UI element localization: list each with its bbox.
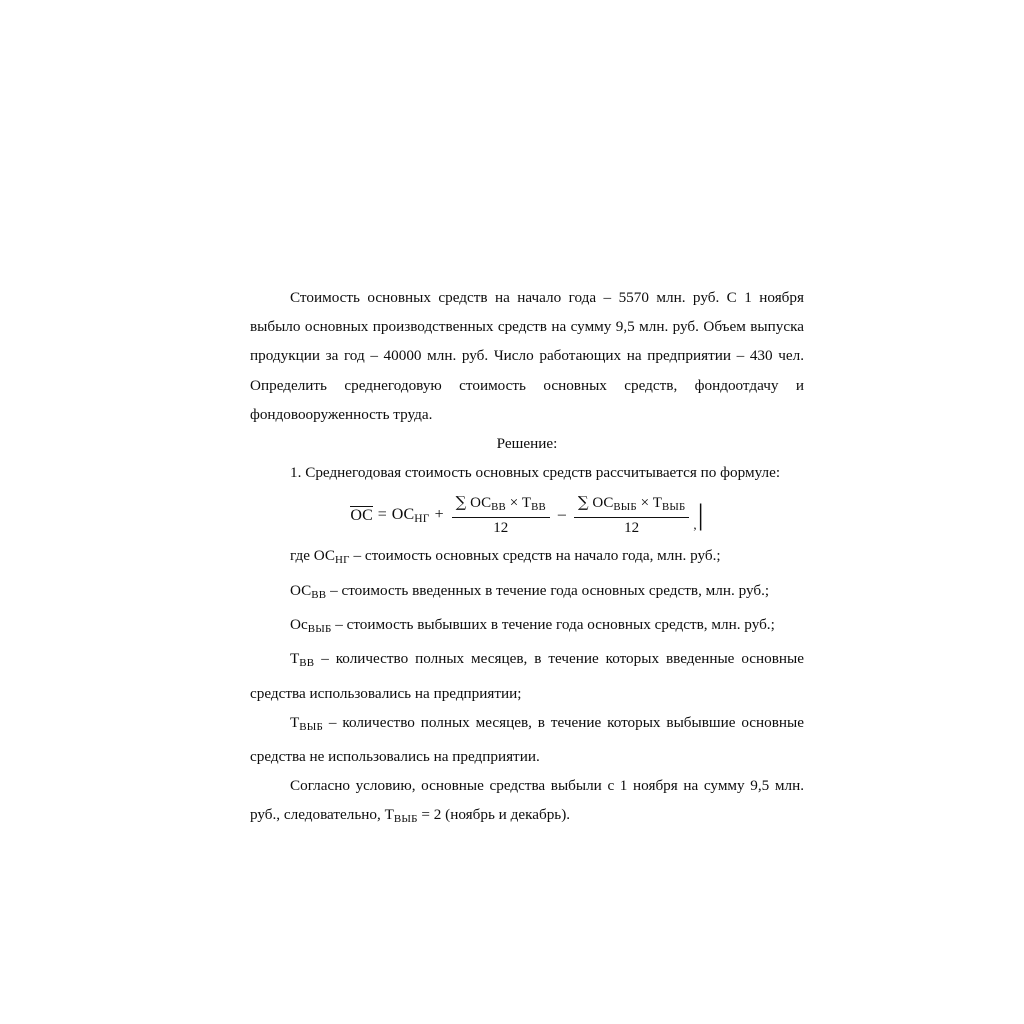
formula-fraction-introduced-denominator: 12 (493, 520, 509, 537)
formula-t-vv-sub: ВВ (531, 501, 546, 514)
definition-os-ng-sub: НГ (335, 554, 350, 567)
definition-t-vv-sub: ВВ (299, 657, 315, 670)
definition-os-vv-prefix: ОС (290, 581, 312, 599)
formula-os-vv-base: ОС (470, 495, 492, 512)
formula-fraction-introduced (452, 493, 550, 537)
conclusion-sub: ВЫБ (393, 813, 418, 826)
definition-os-vyb-sub: ВЫБ (307, 623, 332, 636)
conclusion-part-one: Согласно условию, основные средства выбыли с 1 ноября на сумму 9,5 млн. руб., следовательно, Т (250, 777, 804, 824)
sigma-icon: ∑ (455, 493, 467, 512)
formula-term-os-ng-sub: НГ (414, 513, 430, 526)
paragraph-problem-statement: Стоимость основных средств на начало года – 5570 млн. руб. С 1 ноября выбыло основных производственных средств на сумму 9,5 млн. руб. Объем выпуска продукции за год – 40000 млн. руб. Число работающих на предприятии – 430 чел. Определить среднегодовую стоимость основных средств, фондоотдачу и фондовооруженность труда. (250, 289, 804, 423)
formula-average-annual-cost (250, 493, 804, 537)
definition-os-vyb-prefix: Ос (290, 615, 308, 633)
formula-expression (350, 493, 703, 537)
formula-trailing-comma: , (693, 517, 697, 533)
formula-fraction-retired (574, 493, 689, 537)
definition-t-vyb-suffix: – количество полных месяцев, в течение которых выбывшие основные средства не использовались на предприятии. (250, 713, 804, 765)
definition-t-vv-suffix: – количество полных месяцев, в течение которых введенные основные средства использовались на предприятии; (250, 650, 804, 702)
document-body (250, 283, 804, 835)
formula-equals: = (377, 506, 387, 524)
definition-os-vv-suffix: – стоимость введенных в течение года основных средств, млн. руб.; (326, 581, 770, 599)
formula-fraction-retired-numerator (574, 493, 689, 517)
definition-t-vv (250, 644, 804, 707)
definition-os-vyb-suffix: – стоимость выбывших в течение года основных средств, млн. руб.; (331, 615, 775, 633)
definition-os-vyb (250, 610, 804, 644)
document-page (250, 0, 804, 1024)
definition-t-vyb (250, 708, 804, 771)
formula-t-vyb-sub: ВЫБ (661, 501, 686, 514)
conclusion-part-two: = 2 (ноябрь и декабрь). (417, 806, 571, 824)
formula-closing-bracket: | (697, 498, 704, 532)
formula-term-os-ng (392, 506, 430, 525)
formula-lhs: ОС (350, 506, 373, 524)
formula-minus: – (557, 506, 566, 524)
formula-os-vv-sub: ВВ (491, 501, 506, 514)
formula-os-vyb-base: ОС (592, 495, 614, 512)
paragraph-conclusion (250, 771, 804, 834)
formula-times-icon: × (640, 495, 650, 512)
formula-term-os-ng-base: ОС (391, 505, 415, 523)
formula-t-vv-base: Т (521, 495, 532, 512)
definition-os-ng-suffix: – стоимость основных средств на начало года, млн. руб.; (349, 547, 721, 565)
formula-os-vyb-sub: ВЫБ (613, 501, 637, 514)
definition-os-ng (250, 541, 804, 575)
formula-times-icon: × (509, 495, 519, 512)
definition-t-vyb-sub: ВЫБ (299, 720, 323, 733)
definition-t-vyb-prefix: Т (290, 713, 300, 731)
definition-t-vv-prefix: Т (290, 650, 300, 668)
definition-os-ng-prefix: где ОС (290, 547, 336, 565)
formula-plus: + (434, 506, 444, 524)
formula-t-vyb-base: Т (652, 495, 662, 512)
definition-os-vv-sub: ВВ (311, 588, 327, 601)
paragraph-step-one: 1. Среднегодовая стоимость основных средств рассчитывается по формуле: (290, 464, 781, 482)
formula-fraction-retired-denominator: 12 (624, 520, 640, 537)
formula-fraction-introduced-numerator (452, 493, 550, 517)
sigma-icon: ∑ (577, 493, 589, 512)
definition-os-vv (250, 576, 804, 610)
heading-solution: Решение: (496, 435, 558, 453)
